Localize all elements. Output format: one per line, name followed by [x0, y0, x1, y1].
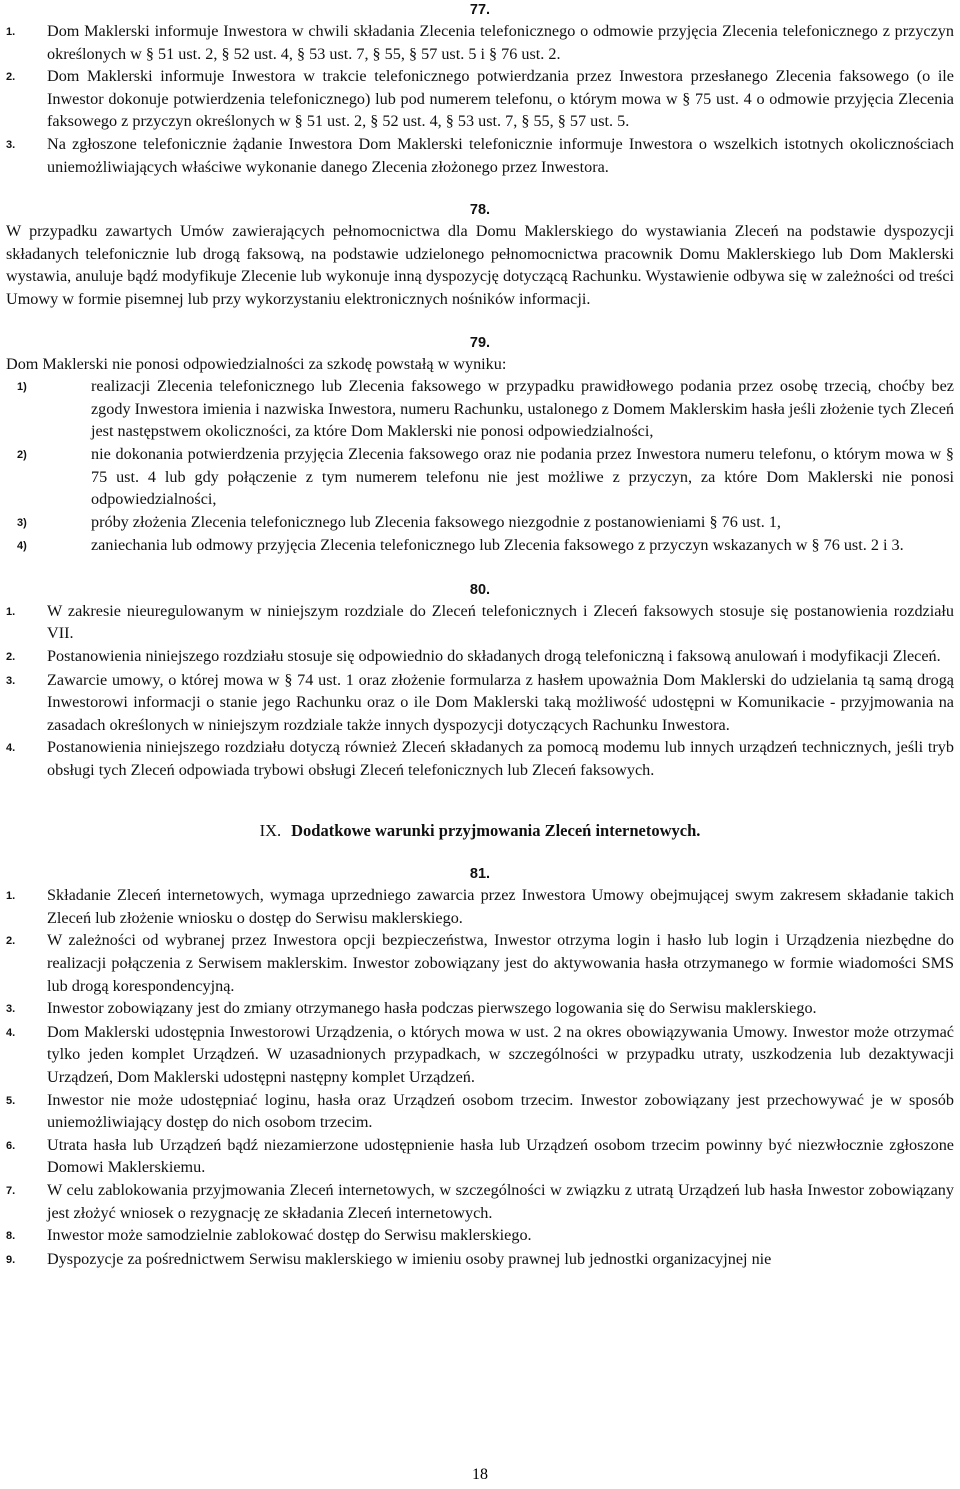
item-text: Inwestor nie może udostępniać loginu, hasła oraz Urządzeń osobom trzecim. Inwestor zobowiązany jest przechowywać je w sposób uniemożliwiający dostęp do nich osobom trzecim.	[47, 1090, 954, 1132]
item-number: 4.	[6, 742, 16, 755]
item-text: W celu zablokowania przyjmowania Zleceń internetowych, w szczególności w związku z utratą Urządzeń lub hasła Inwestor zobowiązany jest złożyć wniosek o rezygnację ze składania Zleceń internetowych.	[47, 1180, 954, 1222]
item-text: Dyspozycje za pośrednictwem Serwisu maklerskiego w imieniu osoby prawnej lub jednostki organizacyjnej nie	[47, 1249, 772, 1268]
list-item	[6, 1179, 954, 1224]
item-text: Dom Maklerski udostępnia Inwestorowi Urządzenia, o których mowa w ust. 2 na okres obowiązywania Umowy. Inwestor może otrzymać tylko jeden komplet Urządzeń. W uzasadnionych przypadkach, w szczególności w przypadku utraty, uszkodzenia lub dezaktywacji Urządzeń, Dom Maklerski udostępni następny komplet Urządzeń.	[47, 1022, 954, 1086]
item-text: W zakresie nieuregulowanym w niniejszym rozdziale do Zleceń telefonicznych i Zleceń faksowych stosuje się postanowienia rozdziału VII.	[47, 601, 954, 643]
list-item	[6, 65, 954, 133]
item-number: 3)	[17, 516, 27, 529]
paragraph-77-items	[6, 20, 954, 178]
item-text: Na zgłoszone telefonicznie żądanie Inwestora Dom Maklerski telefonicznie informuje Inwestora o wszelkich istotnych okolicznościach uniemożliwiających właściwe wykonanie danego Zlecenia złożonego przez Inwestora.	[47, 134, 954, 176]
chapter-number: IX.	[259, 820, 282, 840]
item-text: Utrata hasła lub Urządzeń bądź niezamierzone udostępnienie hasła lub Urządzeń osobom trzecim powinny być niezwłocznie zgłoszone Domowi Maklerskiemu.	[47, 1135, 954, 1177]
list-item	[6, 443, 954, 511]
item-number: 2)	[17, 448, 27, 461]
paragraph-79-heading: 79.	[469, 334, 491, 351]
list-item	[6, 375, 954, 443]
list-item	[6, 1089, 954, 1134]
item-text: Postanowienia niniejszego rozdziału dotyczą również Zleceń składanych za pomocą modemu lub innych urządzeń technicznych, jeśli tryb obsługi tych Zleceń odpowiada trybowi obsługi Zleceń telefonicznych lub Zleceń faksowych.	[47, 738, 954, 780]
list-item	[6, 1021, 954, 1089]
item-text: Inwestor zobowiązany jest do zmiany otrzymanego hasła podczas pierwszego logowania się do Serwisu maklerskiego.	[47, 999, 817, 1018]
list-item	[6, 997, 954, 1021]
list-item	[6, 1134, 954, 1179]
item-number: 6.	[6, 1139, 16, 1152]
paragraph-78-heading: 78.	[469, 202, 491, 219]
paragraph-81-items	[6, 884, 954, 1271]
paragraph-79-items	[6, 375, 954, 558]
item-text: próby złożenia Zlecenia telefonicznego lub Zlecenia faksowego niezgodnie z postanowieniami § 76 ust. 1,	[91, 512, 781, 531]
paragraph-78-text: W przypadku zawartych Umów zawierających pełnomocnictwa dla Domu Maklerskiego do wystawiania Zleceń na podstawie dyspozycji składanych telefonicznie lub drogą faksową, na podstawie udzielonego pełnomocnictwa pracownik Domu Maklerskiego lub Dom Maklerski wystawia, anuluje bądź modyfikuje Zlecenie lub wykonuje inną dyspozycję dotyczącą Rachunku. Wystawienie odbywa się w zależności od treści Umowy w formie pisemnej lub przy wykorzystaniu elektronicznych nośników informacji.	[6, 222, 954, 308]
list-item	[6, 884, 954, 929]
item-text: Postanowienia niniejszego rozdziału stosuje się odpowiednio do składanych drogą telefoniczną i faksową anulowań i modyfikacji Zleceń.	[47, 647, 941, 666]
list-item	[6, 1248, 954, 1272]
list-item	[6, 736, 954, 781]
item-number: 7.	[6, 1184, 16, 1197]
item-number: 3.	[6, 138, 16, 151]
paragraph-81-heading: 81.	[469, 866, 491, 883]
paragraph-79-intro: Dom Maklerski nie ponosi odpowiedzialności za szkodę powstałą w wyniku:	[6, 354, 507, 373]
list-item	[6, 1224, 954, 1248]
list-item	[6, 669, 954, 737]
list-item	[6, 645, 954, 669]
item-number: 2.	[6, 935, 16, 948]
item-number: 5.	[6, 1094, 16, 1107]
item-number: 9.	[6, 1253, 16, 1266]
item-number: 4.	[6, 1026, 16, 1039]
item-text: W zależności od wybranej przez Inwestora opcji bezpieczeństwa, Inwestor otrzyma login i hasło lub login i Urządzenia niezbędne do realizacji połączenia z Serwisem maklerskim. Inwestor zobowiązany jest do aktywowania hasła otrzymanego w formie wiadomości SMS lub drogą korespondencyjną.	[47, 931, 954, 995]
page-number: 18	[472, 1466, 488, 1483]
item-text: Dom Maklerski informuje Inwestora w chwili składania Zlecenia telefonicznego o odmowie przyjęcia Zlecenia telefonicznego z przyczyn określonych w § 51 ust. 2, § 52 ust. 4, § 53 ust. 7, § 55, § 57 ust. 5 i § 76 ust. 2.	[47, 22, 954, 63]
item-number: 3.	[6, 674, 16, 687]
item-number: 2.	[6, 71, 16, 84]
list-item	[6, 20, 954, 65]
item-number: 1.	[6, 890, 16, 903]
list-item	[6, 929, 954, 997]
item-text: Składanie Zleceń internetowych, wymaga uprzedniego zawarcia przez Inwestora Umowy obejmującej swym zakresem składanie takich Zleceń lub złożenie wniosku o dostęp do Serwisu maklerskiego.	[47, 886, 954, 927]
item-number: 1.	[6, 605, 16, 618]
item-number: 3.	[6, 1003, 16, 1016]
paragraph-77-heading: 77.	[469, 2, 491, 18]
item-number: 8.	[6, 1230, 16, 1243]
item-number: 1)	[17, 381, 27, 394]
list-item	[6, 133, 954, 178]
item-text: zaniechania lub odmowy przyjęcia Zlecenia telefonicznego lub Zlecenia faksowego z przyczyn wskazanych w § 76 ust. 2 i 3.	[91, 536, 904, 555]
item-number: 1.	[6, 26, 16, 38]
chapter-title	[6, 820, 954, 843]
item-number: 4)	[17, 540, 27, 553]
chapter-title-text: Dodatkowe warunki przyjmowania Zleceń internetowych.	[291, 820, 701, 840]
item-text: Dom Maklerski informuje Inwestora w trakcie telefonicznego potwierdzania przez Inwestora przesłanego Zlecenia faksowego (o ile Inwestor dokonuje potwierdzenia telefonicznego) lub pod numerem telefonu, o którym mowa w § 75 ust. 4 o odmowie przyjęcia Zlecenia faksowego z przyczyn określonych w § 51 ust. 2, § 52 ust. 4, § 53 ust. 7, § 55, § 57 ust. 5.	[47, 67, 954, 131]
item-text: Inwestor może samodzielnie zablokować dostęp do Serwisu maklerskiego.	[47, 1226, 532, 1245]
list-item	[6, 511, 954, 535]
item-text: nie dokonania potwierdzenia przyjęcia Zlecenia faksowego oraz nie podania przez Inwestora numeru telefonu, o którym mowa w § 75 ust. 4 lub gdy połączenie z tym numerem telefonu nie jest możliwe z przyczyn, za które Dom Maklerski nie ponosi odpowiedzialności,	[91, 444, 954, 509]
paragraph-80-heading: 80.	[469, 581, 491, 598]
list-item	[6, 600, 954, 645]
list-item	[6, 534, 954, 558]
paragraph-80-items	[6, 600, 954, 782]
item-text: realizacji Zlecenia telefonicznego lub Zlecenia faksowego w przypadku prawidłowego podania przez osobę trzecią, choćby bez zgody Inwestora imienia i nazwiska Inwestora, numeru Rachunku, ustalonego z Domem Maklerskim hasła jeśli złożenie tych Zleceń jest następstwem okoliczności, za które Dom Maklerski nie ponosi odpowiedzialności,	[91, 377, 954, 441]
item-text: Zawarcie umowy, o której mowa w § 74 ust. 1 oraz złożenie formularza z hasłem upoważnia Dom Maklerski do udzielania tą samą drogą Inwestorowi informacji o stanie jego Rachunku oraz o ile Dom Maklerski taką możliwość udostępni w Komunikacie - przyjmowania na zasadach określonych w niniejszym rozdziale także innych dyspozycji dotyczących Rachunku Inwestora.	[47, 670, 954, 734]
item-number: 2.	[6, 651, 16, 664]
